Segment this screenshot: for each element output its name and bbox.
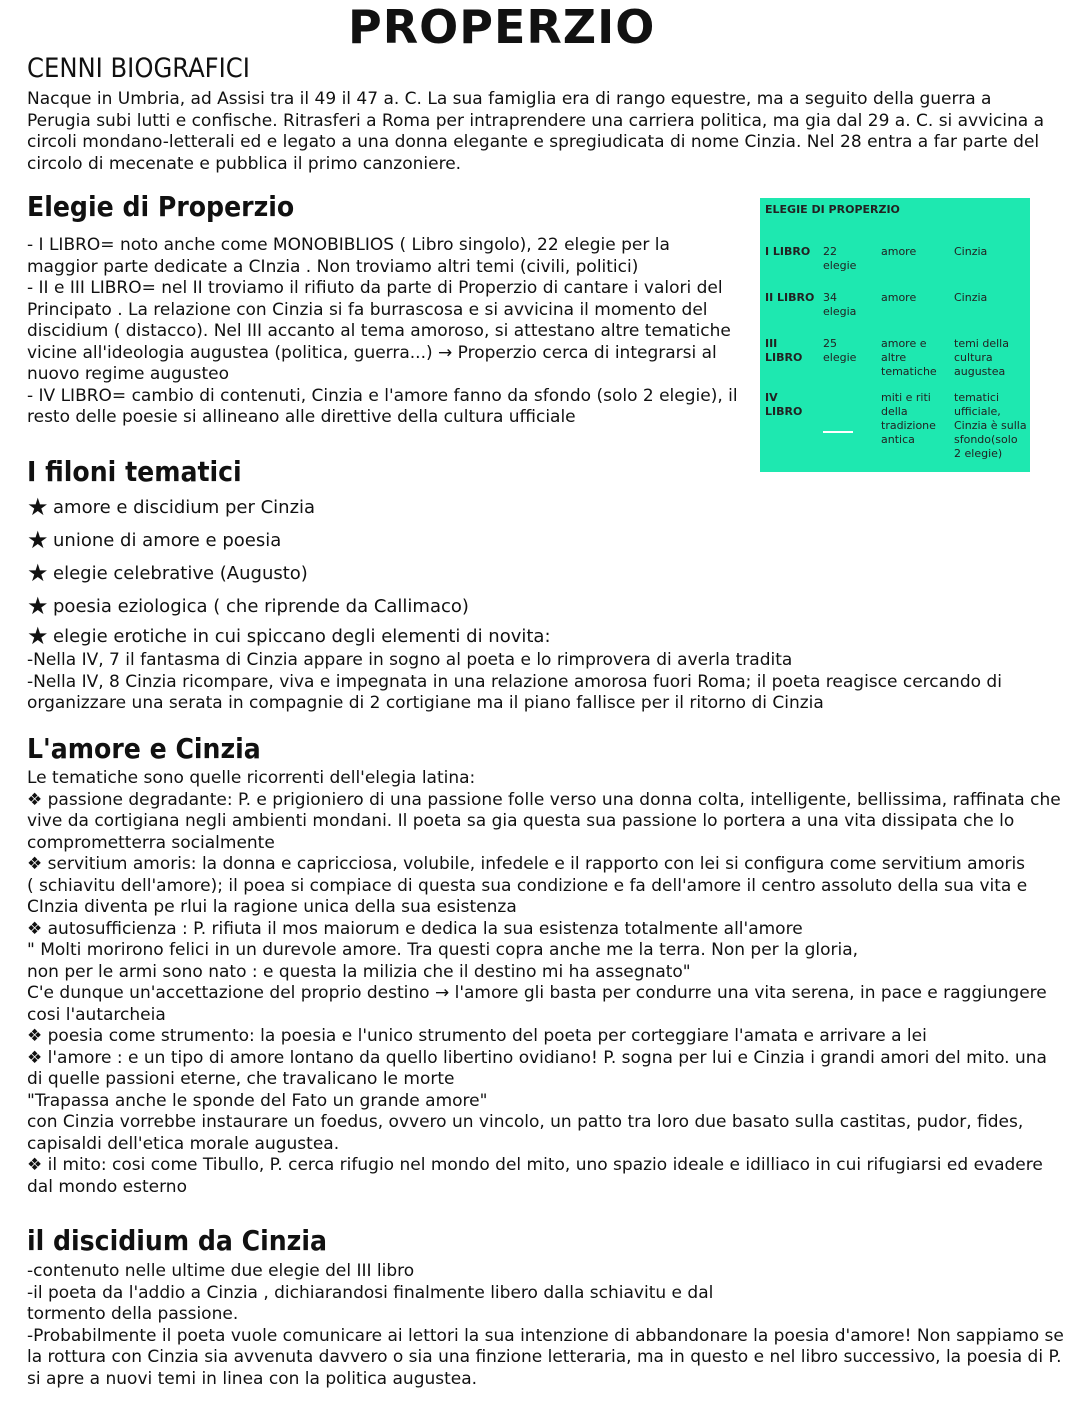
table-cell: 22 elegie (823, 245, 857, 272)
text-line: discidium ( distacco). Nel III accanto al tema amoroso, si attestano altre tematiche (27, 321, 731, 341)
table-cell: amore e altre tematiche (881, 337, 937, 378)
text-line: tormento della passione. (27, 1304, 239, 1324)
table-title: ELEGIE DI PROPERZIO (765, 203, 900, 216)
text-line: ❖ servitium amoris: la donna e capricciosa, volubile, infedele e il rapporto con lei si configura come servitium amoris (27, 854, 1026, 874)
text-line: Principato . La relazione con Cinzia si fa burrascosa e si avvicina il momento del (27, 299, 708, 320)
filoni-list (27, 491, 1057, 715)
table-cell: amore (881, 291, 917, 304)
table-cell: temi della cultura augustea (954, 337, 1009, 378)
list-item-label: elegie celebrative (Augusto) (53, 563, 308, 584)
text-line: -Nella IV, 7 il fantasma di Cinzia appare in sogno al poeta e lo rimprovera di averla tradita (27, 650, 793, 670)
star-icon: ★ (27, 493, 49, 521)
text-line: ❖ poesia come strumento: la poesia e l'unico strumento del poeta per corteggiare l'amata e arrivare a lei (27, 1026, 927, 1046)
text-line: Nacque in Umbria, ad Assisi tra il 49 il 47 a. C. La sua famiglia era di rango equestre, ma a seguito della guerra a (27, 89, 992, 109)
star-icon: ★ (27, 592, 49, 620)
table-cell: Cinzia (954, 245, 988, 258)
text-line: -il poeta da l'addio a Cinzia , dichiarandosi finalmente libero dalla schiavitu e dal (27, 1282, 714, 1303)
table-row (760, 242, 1030, 288)
text-line: ( schiavitu dell'amore); il poea si compiace di questa sua condizione e fa dell'amore il centro assoluto della sua vita e (27, 875, 1028, 896)
text-line: ❖ l'amore : e un tipo di amore lontano da quello libertino ovidiano! P. sogna per lui e Cinzia i grandi amori del mito. una (27, 1047, 1047, 1068)
amore-heading: L'amore e Cinzia (27, 732, 261, 765)
discidium-text (27, 1261, 1067, 1390)
text-line: cosi l'autarcheia (27, 1004, 166, 1025)
list-item-label: poesia eziologica ( che riprende da Callimaco) (53, 596, 469, 617)
amore-text (27, 768, 1067, 1198)
list-item-label: elegie erotiche in cui spiccano degli elementi di novita: (53, 626, 551, 647)
table-cell: IV LIBRO (765, 391, 803, 418)
table-cell: amore (881, 245, 917, 258)
text-line: con Cinzia vorrebbe instaurare un foedus, ovvero un vincolo, un patto tra loro due basato sulla castitas, pudor, fides, (27, 1112, 1024, 1132)
star-icon: ★ (27, 559, 49, 587)
discidium-heading: il discidium da Cinzia (27, 1224, 327, 1257)
star-icon: ★ (27, 622, 49, 650)
dash-mark (823, 431, 853, 433)
text-line: organizzare una serata in compagnie di 2 cortigiane ma il piano fallisce per il ritorno di Cinzia (27, 693, 824, 713)
table-cell: 34 elegia (823, 291, 857, 318)
list-item (27, 557, 1057, 590)
page-title: PROPERZIO (348, 0, 656, 54)
table-body (760, 242, 1030, 464)
text-line: CInzia diventa pe rlui la ragione unica della sua esistenza (27, 897, 517, 917)
table-cell: III LIBRO (765, 337, 803, 364)
text-line: circolo di mecenate e pubblica il primo canzoniere. (27, 153, 462, 174)
list-item-label: unione di amore e poesia (53, 530, 282, 551)
text-line: -Nella IV, 8 Cinzia ricompare, viva e impegnata in una relazione amorosa fuori Roma; il poeta reagisce cercando di (27, 671, 1002, 692)
table-cell: miti e riti della tradizione antica (881, 391, 936, 446)
list-item (27, 590, 1057, 623)
text-line: ❖ autosufficienza : P. rifiuta il mos maiorum e dedica la sua esistenza totalmente all'amore (27, 918, 803, 939)
text-line: vive da cortigiana negli ambienti mondani. Il poeta sa gia questa sua passione lo portera a una vita dissipata che lo (27, 811, 1015, 831)
bio-heading: CENNI BIOGRAFICI (27, 53, 250, 84)
text-line: di quelle passioni eterne, che travalicano le morte (27, 1069, 455, 1089)
filoni-heading: I filoni tematici (27, 455, 242, 488)
elegie-heading: Elegie di Properzio (27, 190, 295, 223)
text-line: vicine all'ideologia augustea (politica, guerra...) → Properzio cerca di integrarsi al (27, 342, 717, 363)
table-row (760, 334, 1030, 388)
text-line: maggior parte dedicate a CInzia . Non troviamo altri temi (civili, politici) (27, 256, 639, 277)
table-cell (818, 388, 876, 464)
list-item (27, 623, 1057, 650)
text-line: -Probabilmente il poeta vuole comunicare ai lettori la sua intenzione di abbandonare la poesia d'amore! Non sappiamo se (27, 1325, 1064, 1346)
table-cell: tematici ufficiale, Cinzia è sulla sfondo(solo 2 elegie) (954, 391, 1027, 460)
table-cell: I LIBRO (765, 245, 811, 258)
text-line: - II e III LIBRO= nel II troviamo il rifiuto da parte di Properzio di cantare i valori del (27, 278, 723, 298)
elegie-text (27, 235, 747, 429)
text-line: capisaldi dell'etica morale augustea. (27, 1133, 340, 1154)
text-line: Perugia subi lutti e confische. Ritrasferi a Roma per intraprendere una carriera politica, ma gia dal 29 a. C. si avvicina a (27, 110, 1045, 131)
text-line: "Trapassa anche le sponde del Fato un grande amore" (27, 1090, 488, 1111)
text-line: - I LIBRO= noto anche come MONOBIBLIOS ( Libro singolo), 22 elegie per la (27, 235, 670, 255)
list-item-label: amore e discidium per Cinzia (53, 497, 316, 518)
bio-text (27, 89, 1057, 175)
text-line: Le tematiche sono quelle ricorrenti dell'elegia latina: (27, 768, 476, 788)
text-line: si apre a nuovi temi in linea con la politica augustea. (27, 1368, 478, 1389)
text-line: " Molti morirono felici in un durevole amore. Tra questi copra anche me la terra. Non per la gloria, (27, 940, 859, 960)
text-line: ❖ il mito: cosi come Tibullo, P. cerca rifugio nel mondo del mito, uno spazio ideale e idilliaco in cui rifugiarsi ed evadere (27, 1155, 1043, 1175)
table-cell: Cinzia (954, 291, 988, 304)
text-line: la rottura con Cinzia sia avvenuta davvero o sia una finzione letteraria, ma in questo e nel libro successivo, la poesia di P. (27, 1347, 1062, 1367)
text-line: -contenuto nelle ultime due elegie del III libro (27, 1261, 415, 1281)
table-cell: 25 elegie (823, 337, 857, 364)
table-cell: II LIBRO (765, 291, 815, 304)
text-line: nuovo regime augusteo (27, 364, 229, 384)
table-row (760, 388, 1030, 464)
text-line: ❖ passione degradante: P. e prigioniero di una passione folle verso una donna colta, intelligente, bellissima, raffinata che (27, 789, 1061, 810)
text-line: comprometterra socialmente (27, 832, 275, 853)
text-line: non per le armi sono nato : e questa la milizia che il destino mi ha assegnato" (27, 961, 691, 982)
elegie-table (760, 198, 1030, 472)
text-line: C'e dunque un'accettazione del proprio destino → l'amore gli basta per condurre una vita serena, in pace e raggiungere (27, 983, 1047, 1003)
table-row (760, 288, 1030, 334)
list-item (27, 491, 1057, 524)
list-item (27, 524, 1057, 557)
text-line: - IV LIBRO= cambio di contenuti, Cinzia e l'amore fanno da sfondo (solo 2 elegie), il (27, 385, 738, 406)
text-line: dal mondo esterno (27, 1176, 187, 1197)
star-icon: ★ (27, 526, 49, 554)
text-line: resto delle poesie si allineano alle direttive della cultura ufficiale (27, 407, 576, 427)
text-line: circoli mondano-letterali ed e legato a una donna elegante e spregiudicata di nome Cinzia. Nel 28 entra a far parte del (27, 132, 1040, 152)
